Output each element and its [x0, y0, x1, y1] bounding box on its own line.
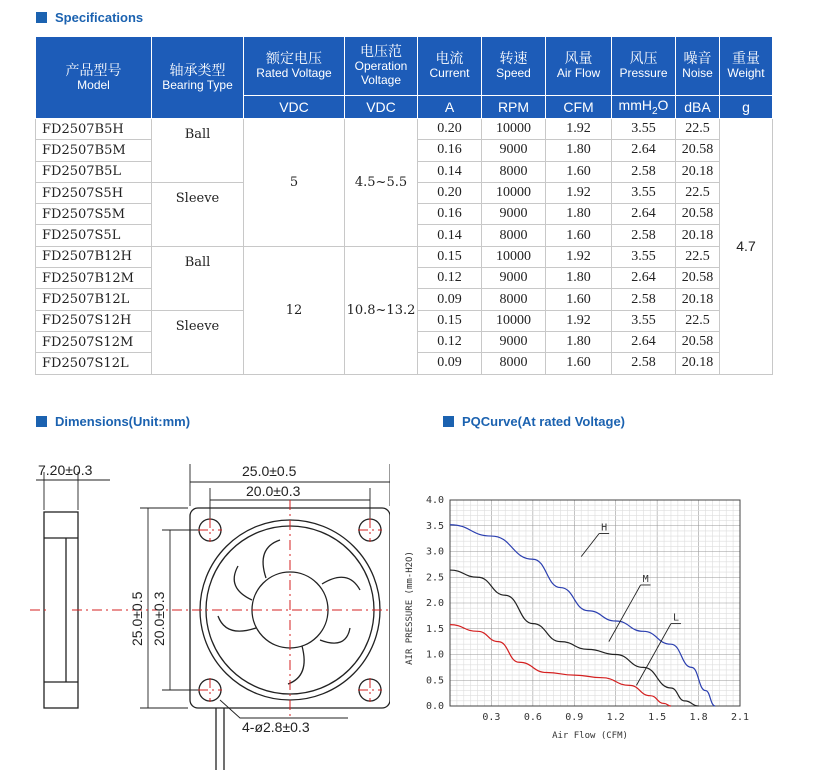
flow-cell: 1.92	[546, 119, 612, 140]
noise-cell: 22.5	[676, 119, 720, 140]
header-row	[36, 37, 773, 96]
series-label-l: L	[672, 612, 679, 624]
unit-weight: g	[720, 96, 773, 119]
model-cell: FD2507S5H	[36, 182, 152, 203]
speed-cell: 10000	[482, 310, 546, 331]
speed-cell: 8000	[482, 161, 546, 182]
speed-cell: 9000	[482, 140, 546, 161]
current-cell: 0.09	[418, 353, 482, 374]
pressure-cell: 2.58	[612, 353, 676, 374]
noise-cell: 20.58	[676, 268, 720, 289]
flow-cell: 1.92	[546, 182, 612, 203]
header-rated-voltage: 额定电压 Rated Voltage	[244, 37, 345, 96]
weight-cell: 4.7	[720, 119, 773, 375]
noise-cell: 22.5	[676, 182, 720, 203]
y-tick-label: 2.0	[425, 598, 444, 609]
series-label-m: M	[642, 573, 649, 585]
x-tick-label: 1.5	[648, 712, 667, 723]
table-row	[36, 246, 773, 267]
y-tick-label: 3.0	[425, 546, 444, 558]
model-cell: FD2507S12H	[36, 310, 152, 331]
x-tick-label: 1.8	[689, 712, 708, 723]
current-cell: 0.09	[418, 289, 482, 310]
flow-cell: 1.60	[546, 225, 612, 246]
flow-cell: 1.80	[546, 268, 612, 289]
x-axis-label: Air Flow (CFM)	[552, 731, 628, 741]
model-cell: FD2507S5M	[36, 204, 152, 225]
speed-cell: 10000	[482, 182, 546, 203]
noise-cell: 22.5	[676, 246, 720, 267]
model-cell: FD2507B12L	[36, 289, 152, 310]
header-noise: 噪音 Noise	[676, 37, 720, 96]
noise-cell: 20.18	[676, 161, 720, 182]
y-tick-label: 1.0	[425, 649, 444, 661]
pq-curve-chart	[400, 488, 760, 748]
y-axis-label: AIR PRESSURE (mm-H2O)	[405, 551, 415, 665]
noise-cell: 20.18	[676, 289, 720, 310]
unit-air-flow: CFM	[546, 96, 612, 119]
specifications-table	[35, 36, 773, 375]
chart-grid	[450, 500, 740, 706]
model-cell: FD2507S5L	[36, 225, 152, 246]
operation-voltage-cell: 10.8~13.2	[345, 246, 418, 374]
y-tick-label: 2.5	[425, 572, 444, 584]
fan-dimension-drawing	[30, 450, 390, 780]
flow-cell: 1.60	[546, 161, 612, 182]
current-cell: 0.14	[418, 225, 482, 246]
current-cell: 0.20	[418, 119, 482, 140]
unit-current: A	[418, 96, 482, 119]
speed-cell: 9000	[482, 204, 546, 225]
pressure-cell: 2.64	[612, 204, 676, 225]
noise-cell: 20.58	[676, 331, 720, 352]
pressure-cell: 2.58	[612, 289, 676, 310]
section-square-icon	[443, 416, 454, 427]
model-cell: FD2507B5H	[36, 119, 152, 140]
series-label-h: H	[601, 522, 608, 534]
speed-cell: 8000	[482, 353, 546, 374]
header-model: 产品型号 Model	[36, 37, 152, 119]
x-tick-label: 2.1	[730, 712, 750, 723]
flow-cell: 1.60	[546, 289, 612, 310]
speed-cell: 8000	[482, 289, 546, 310]
dim-thickness: 7.20±0.3	[38, 462, 93, 478]
noise-cell: 20.18	[676, 353, 720, 374]
header-air-flow: 风量 Air Flow	[546, 37, 612, 96]
series-leader-h	[581, 533, 599, 556]
noise-cell: 20.58	[676, 204, 720, 225]
header-weight: 重量 Weight	[720, 37, 773, 96]
specifications-title: Specifications	[55, 10, 144, 25]
pq-curve-heading	[443, 414, 625, 429]
pressure-cell: 3.55	[612, 246, 676, 267]
bearing-cell: Sleeve	[152, 310, 244, 374]
rated-voltage-cell: 12	[244, 246, 345, 374]
model-cell: FD2507B5L	[36, 161, 152, 182]
noise-cell: 20.58	[676, 140, 720, 161]
pressure-cell: 2.64	[612, 331, 676, 352]
header-operation-voltage: 电压范 Operation Voltage	[345, 37, 418, 96]
current-cell: 0.14	[418, 161, 482, 182]
unit-noise: dBA	[676, 96, 720, 119]
unit-speed: RPM	[482, 96, 546, 119]
flow-cell: 1.80	[546, 204, 612, 225]
x-tick-label: 0.3	[482, 712, 501, 723]
y-tick-label: 0.5	[425, 675, 444, 687]
noise-cell: 22.5	[676, 310, 720, 331]
pressure-cell: 3.55	[612, 119, 676, 140]
flow-cell: 1.80	[546, 140, 612, 161]
pressure-cell: 2.64	[612, 268, 676, 289]
header-bearing: 轴承类型 Bearing Type	[152, 37, 244, 119]
chart-series	[450, 522, 715, 706]
current-cell: 0.15	[418, 310, 482, 331]
pressure-cell: 3.55	[612, 182, 676, 203]
section-square-icon	[36, 416, 47, 427]
y-tick-label: 3.5	[425, 520, 444, 532]
current-cell: 0.20	[418, 182, 482, 203]
y-tick-label: 1.5	[425, 623, 444, 635]
header-current: 电流 Current	[418, 37, 482, 96]
bearing-cell: Ball	[152, 246, 244, 310]
unit-operation-voltage: VDC	[345, 96, 418, 119]
model-cell: FD2507B5M	[36, 140, 152, 161]
flow-cell: 1.60	[546, 353, 612, 374]
pressure-cell: 2.64	[612, 140, 676, 161]
operation-voltage-cell: 4.5~5.5	[345, 119, 418, 247]
pressure-cell: 3.55	[612, 310, 676, 331]
x-tick-label: 0.9	[565, 712, 584, 723]
unit-pressure: mmH$_2$O	[612, 96, 676, 119]
current-cell: 0.16	[418, 204, 482, 225]
dimensions-title: Dimensions(Unit:mm)	[55, 414, 191, 429]
flow-cell: 1.92	[546, 310, 612, 331]
chart-ticks	[426, 495, 749, 723]
noise-cell: 20.18	[676, 225, 720, 246]
speed-cell: 10000	[482, 246, 546, 267]
x-tick-label: 0.6	[523, 712, 542, 723]
speed-cell: 9000	[482, 268, 546, 289]
dim-outer-height: 25.0±0.5	[129, 591, 145, 646]
table-row	[36, 119, 773, 140]
dim-hole-diameter: 4-ø2.8±0.3	[242, 719, 310, 735]
current-cell: 0.16	[418, 140, 482, 161]
dimensions-heading	[36, 414, 190, 429]
flow-cell: 1.80	[546, 331, 612, 352]
section-square-icon	[36, 12, 47, 23]
current-cell: 0.15	[418, 246, 482, 267]
speed-cell: 10000	[482, 119, 546, 140]
dim-outer-width: 25.0±0.5	[242, 463, 297, 479]
header-pressure: 风压 Pressure	[612, 37, 676, 96]
flow-cell: 1.92	[546, 246, 612, 267]
y-tick-label: 4.0	[425, 495, 444, 506]
rated-voltage-cell: 5	[244, 119, 345, 247]
model-cell: FD2507B12M	[36, 268, 152, 289]
pq-curve-title: PQCurve(At rated Voltage)	[462, 414, 626, 429]
header-speed: 转速 Speed	[482, 37, 546, 96]
current-cell: 0.12	[418, 331, 482, 352]
pressure-cell: 2.58	[612, 225, 676, 246]
bearing-cell: Sleeve	[152, 182, 244, 246]
speed-cell: 8000	[482, 225, 546, 246]
dim-hole-pitch-width: 20.0±0.3	[246, 483, 301, 499]
pressure-cell: 2.58	[612, 161, 676, 182]
unit-rated-voltage: VDC	[244, 96, 345, 119]
x-tick-label: 1.2	[606, 712, 625, 723]
dim-hole-pitch-height: 20.0±0.3	[151, 591, 167, 646]
speed-cell: 9000	[482, 331, 546, 352]
current-cell: 0.12	[418, 268, 482, 289]
y-tick-label: 0.0	[425, 701, 444, 712]
bearing-cell: Ball	[152, 119, 244, 183]
model-cell: FD2507S12L	[36, 353, 152, 374]
specifications-heading	[36, 10, 143, 25]
model-cell: FD2507S12M	[36, 331, 152, 352]
model-cell: FD2507B12H	[36, 246, 152, 267]
